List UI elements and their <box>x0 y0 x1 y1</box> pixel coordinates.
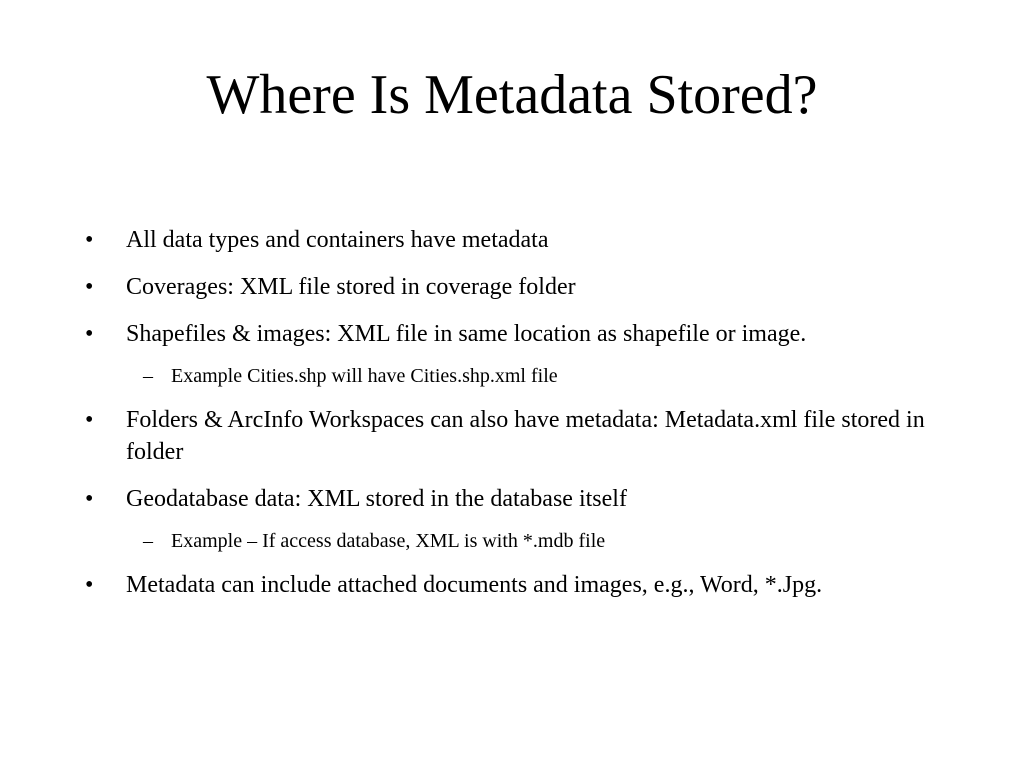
bullet-text: Coverages: XML file stored in coverage folder <box>126 274 576 300</box>
bullet-item <box>85 224 965 256</box>
bullet-marker: • <box>85 572 94 598</box>
bullet-marker: • <box>85 274 94 300</box>
bullet-list <box>85 224 965 616</box>
sub-bullet-item <box>85 528 965 555</box>
sub-bullet-marker: – <box>143 365 153 387</box>
bullet-item <box>85 318 965 350</box>
bullet-marker: • <box>85 486 94 512</box>
sub-bullet-text: Example Cities.shp will have Cities.shp.xml file <box>171 365 558 387</box>
bullet-item <box>85 404 965 468</box>
bullet-marker: • <box>85 407 94 433</box>
bullet-marker: • <box>85 321 94 347</box>
sub-bullet-marker: – <box>143 530 153 552</box>
bullet-text: Folders & ArcInfo Workspaces can also have metadata: Metadata.xml file stored in folder <box>126 407 925 465</box>
bullet-marker: • <box>85 227 94 253</box>
bullet-text: Shapefiles & images: XML file in same location as shapefile or image. <box>126 321 807 347</box>
sub-bullet-item <box>85 363 965 390</box>
bullet-text: All data types and containers have metadata <box>126 227 549 253</box>
bullet-item <box>85 569 965 601</box>
slide-title: Where Is Metadata Stored? <box>206 64 818 126</box>
bullet-text: Metadata can include attached documents and images, e.g., Word, *.Jpg. <box>126 572 823 598</box>
sub-bullet-text: Example – If access database, XML is with *.mdb file <box>171 530 606 552</box>
bullet-text: Geodatabase data: XML stored in the database itself <box>126 486 627 512</box>
bullet-item <box>85 271 965 303</box>
bullet-item <box>85 483 965 515</box>
